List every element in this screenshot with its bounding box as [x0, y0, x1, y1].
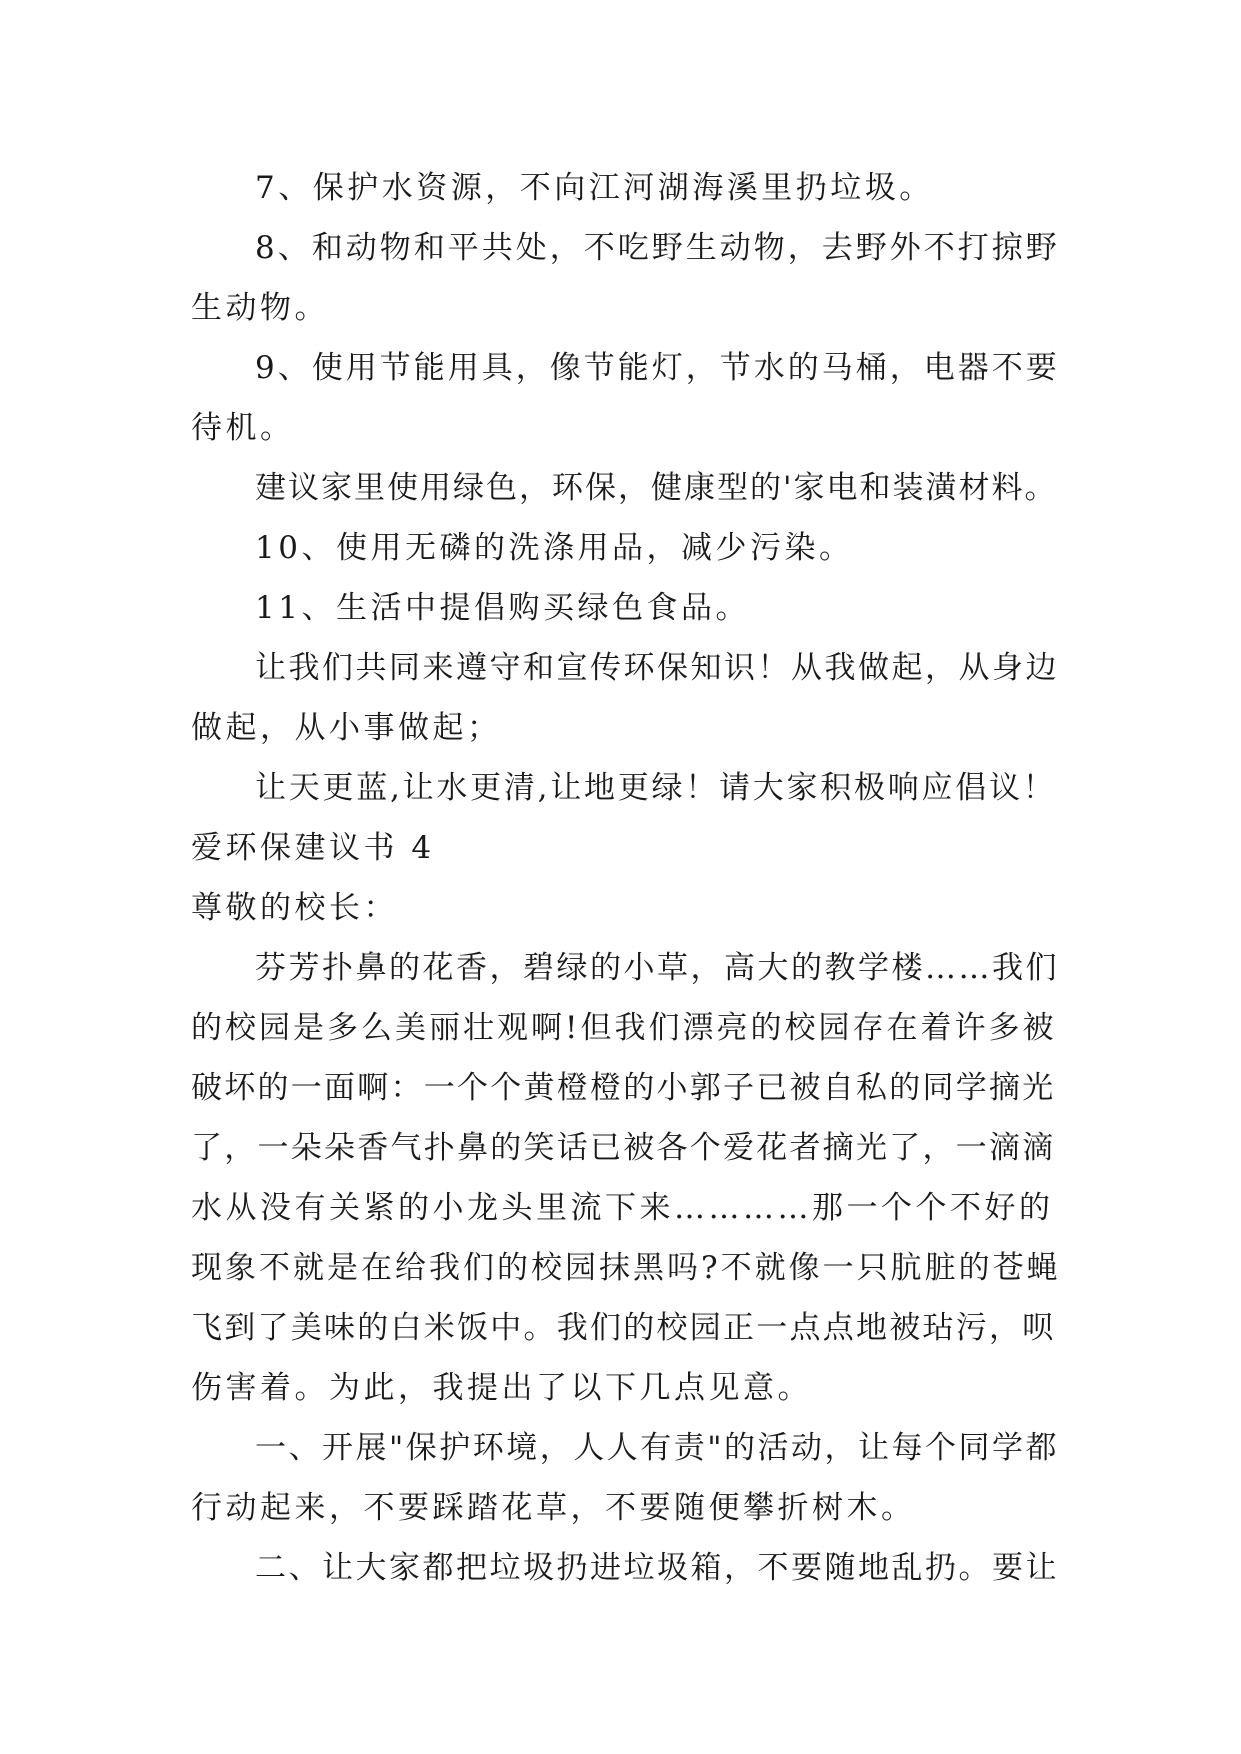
paragraph-line: 现象不就是在给我们的校园抹黑吗?不就像一只肮脏的苍蝇: [191, 1250, 1061, 1286]
paragraph-line: 芬芳扑鼻的花香，碧绿的小草，高大的教学楼……我们: [255, 950, 1059, 986]
paragraph-line: 一、开展"保护环境，人人有责"的活动，让每个同学都: [255, 1430, 1060, 1466]
paragraph-line: 飞到了美味的白米饭中。我们的校园正一点点地被玷污，呗: [191, 1310, 1056, 1346]
paragraph-line: 建议家里使用绿色，环保，健康型的'家电和装潢材料。: [255, 470, 1058, 506]
paragraph-line: 10、使用无磷的洗涤用品，减少污染。: [255, 530, 854, 566]
salutation: 尊敬的校长：: [191, 890, 398, 926]
paragraph-line: 让我们共同来遵守和宣传环保知识！从我做起，从身边: [255, 650, 1059, 686]
paragraph-line: 8、和动物和平共处，不吃野生动物，去野外不打掠野: [255, 230, 1060, 266]
paragraph-line: 生动物。: [191, 290, 329, 326]
paragraph-line: 伤害着。为此，我提出了以下几点见意。: [191, 1370, 812, 1406]
paragraph-line: 7、保护水资源，不向江河湖海溪里扔垃圾。: [255, 170, 934, 206]
paragraph-line: 11、生活中提倡购买绿色食品。: [255, 590, 750, 626]
paragraph-line: 了，一朵朵香气扑鼻的笑话已被各个爱花者摘光了，一滴滴: [191, 1130, 1056, 1166]
paragraph-line: 水从没有关紧的小龙头里流下来…………那一个个不好的: [191, 1190, 1054, 1226]
paragraph-line: 9、使用节能用具，像节能灯，节水的马桶，电器不要: [255, 350, 1060, 386]
paragraph-line: 待机。: [191, 410, 295, 446]
paragraph-line: 做起，从小事做起；: [191, 710, 502, 746]
section-title: 爱环保建议书 4: [191, 830, 435, 866]
document-page: [191, 158, 1061, 1598]
paragraph-line: 的校园是多么美丽壮观啊!但我们漂亮的校园存在着许多被: [191, 1010, 1057, 1046]
paragraph-line: 破坏的一面啊：一个个黄橙橙的小郭子已被自私的同学摘光: [191, 1070, 1056, 1106]
paragraph-line: 二、让大家都把垃圾扔进垃圾箱，不要随地乱扔。要让: [255, 1550, 1059, 1586]
paragraph-line: 让天更蓝,让水更清,让地更绿！请大家积极响应倡议！: [255, 770, 1057, 806]
paragraph-line: 行动起来，不要踩踏花草，不要随便攀折树木。: [191, 1490, 916, 1526]
